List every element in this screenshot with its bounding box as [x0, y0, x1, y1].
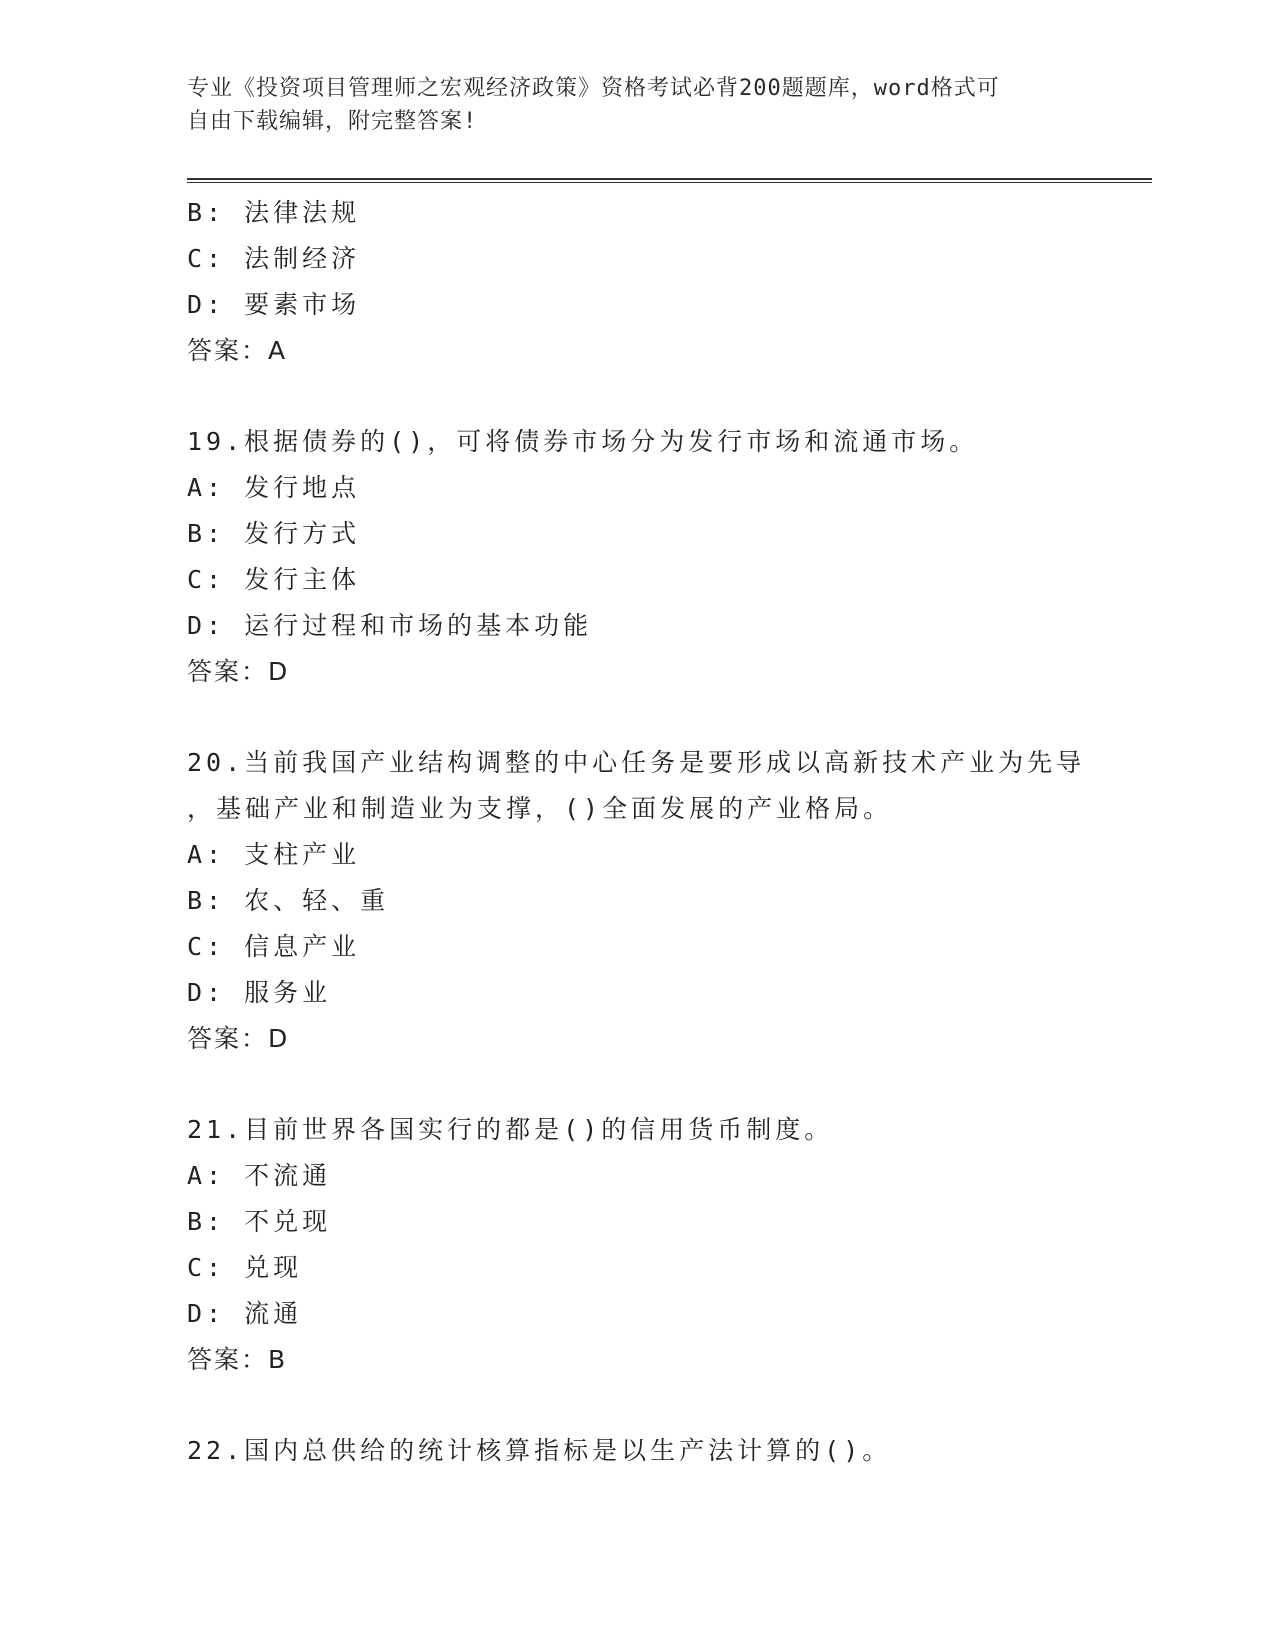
- option-b: B: 不兑现: [187, 1207, 332, 1236]
- question-list: [187, 190, 1087, 1474]
- question-22: [187, 1428, 1087, 1474]
- question-21: [187, 1107, 1087, 1383]
- answer: 答案：D: [187, 657, 290, 686]
- option-b: B: 法律法规: [187, 198, 361, 227]
- spacer: [187, 1062, 1087, 1107]
- spacer: [187, 374, 1087, 419]
- spacer: [187, 1383, 1087, 1428]
- option-c: C: 发行主体: [187, 565, 361, 594]
- answer: 答案：D: [187, 1024, 290, 1053]
- header-line-2: 自由下载编辑，附完整答案!: [187, 109, 478, 134]
- option-b: B: 农、轻、重: [187, 886, 390, 915]
- option-c: C: 兑现: [187, 1253, 303, 1282]
- option-d: D: 要素市场: [187, 290, 361, 319]
- header-divider: [187, 178, 1152, 183]
- document-header: [187, 72, 1087, 138]
- question-text: 21.目前世界各国实行的都是()的信用货币制度。: [187, 1115, 834, 1144]
- question-text: 22.国内总供给的统计核算指标是以生产法计算的()。: [187, 1436, 892, 1465]
- option-a: A: 不流通: [187, 1161, 332, 1190]
- question-text-line-1: 20.当前我国产业结构调整的中心任务是要形成以高新技术产业为先导: [187, 748, 1086, 777]
- option-b: B: 发行方式: [187, 519, 361, 548]
- option-a: A: 支柱产业: [187, 840, 361, 869]
- answer: 答案：B: [187, 1345, 288, 1374]
- option-d: D: 流通: [187, 1299, 303, 1328]
- question-text: 19.根据债券的()，可将债券市场分为发行市场和流通市场。: [187, 427, 979, 456]
- option-c: C: 信息产业: [187, 932, 361, 961]
- option-a: A: 发行地点: [187, 473, 361, 502]
- answer: 答案：A: [187, 336, 288, 365]
- spacer: [187, 695, 1087, 740]
- question-19: [187, 419, 1087, 695]
- question-20: [187, 740, 1087, 1062]
- option-d: D: 服务业: [187, 978, 332, 1007]
- option-c: C: 法制经济: [187, 244, 361, 273]
- question-18-tail: [187, 190, 1087, 374]
- option-d: D: 运行过程和市场的基本功能: [187, 611, 593, 640]
- header-line-1: 专业《投资项目管理师之宏观经济政策》资格考试必背200题题库，word格式可: [187, 76, 1000, 101]
- question-text-line-2: ，基础产业和制造业为支撑，()全面发展的产业格局。: [187, 794, 893, 823]
